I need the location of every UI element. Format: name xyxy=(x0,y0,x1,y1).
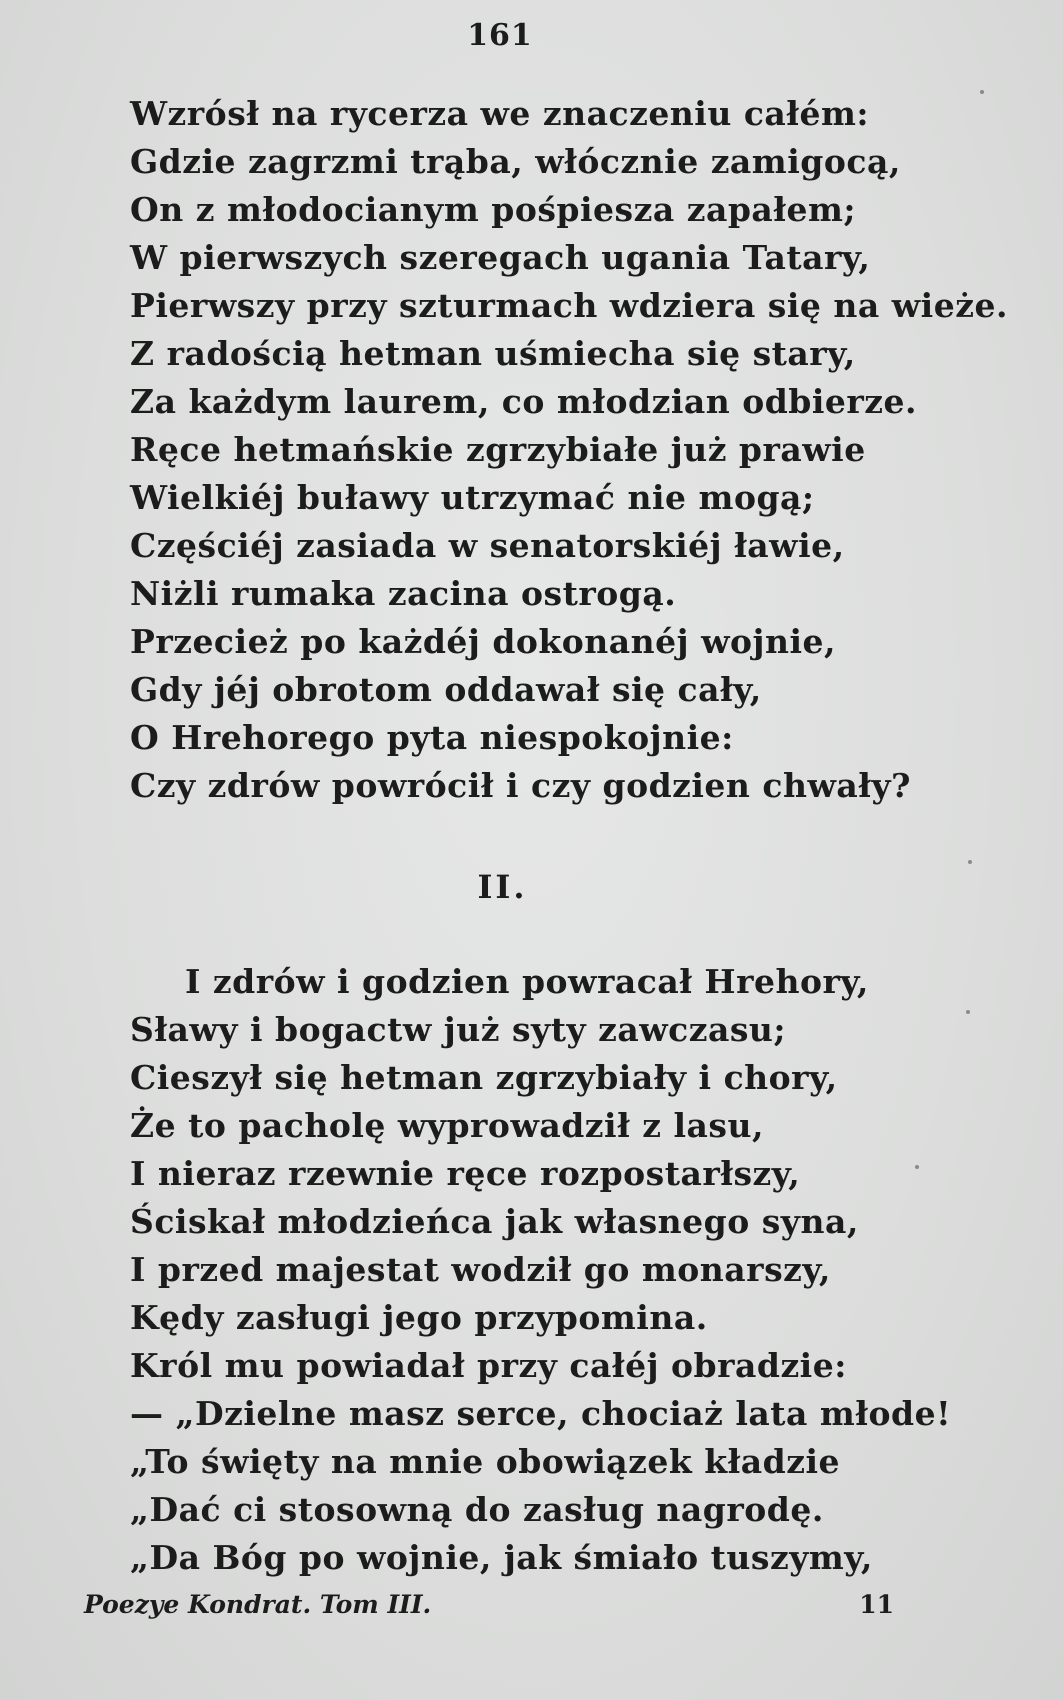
verse-line: Częściéj zasiada w senatorskiéj ławie, xyxy=(130,526,845,565)
verse-line: „Da Bóg po wojnie, jak śmiało tuszymy, xyxy=(130,1538,873,1577)
verse-line: Z radością hetman uśmiecha się stary, xyxy=(130,334,856,373)
stanza-2 xyxy=(130,958,951,1582)
verse-line: Sławy i bogactw już syty zawczasu; xyxy=(130,1010,787,1049)
stanza-1 xyxy=(130,90,1008,810)
verse-line: I nieraz rzewnie ręce rozpostarłszy, xyxy=(130,1154,801,1193)
verse-line: — „Dzielne masz serce, chociaż lata młode! xyxy=(130,1394,952,1433)
verse-line: W pierwszych szeregach ugania Tatary, xyxy=(130,238,871,277)
verse-line: Gdy jéj obrotom oddawał się cały, xyxy=(130,670,762,709)
verse-line: „Dać ci stosowną do zasług nagrodę. xyxy=(130,1490,824,1529)
verse-line: On z młodocianym pośpiesza zapałem; xyxy=(130,190,857,229)
verse-line: Ręce hetmańskie zgrzybiałe już prawie xyxy=(130,430,866,469)
verse-line: Przecież po każdéj dokonanéj wojnie, xyxy=(130,622,836,661)
paper-speck xyxy=(968,860,972,864)
paper-speck xyxy=(966,1010,970,1014)
verse-line: O Hrehorego pyta niespokojnie: xyxy=(130,718,734,757)
paper-speck xyxy=(980,90,984,94)
verse-line: Niżli rumaka zacina ostrogą. xyxy=(130,574,677,613)
verse-line: Kędy zasługi jego przypomina. xyxy=(130,1298,708,1337)
verse-line: „To święty na mnie obowiązek kładzie xyxy=(130,1442,841,1481)
verse-line: I przed majestat wodził go monarszy, xyxy=(130,1250,831,1289)
verse-line: Pierwszy przy szturmach wdziera się na wieże. xyxy=(130,286,1008,325)
footer-sheet-number: 11 xyxy=(859,1590,894,1619)
verse-line: Za każdym laurem, co młodzian odbierze. xyxy=(130,382,918,421)
verse-line: Król mu powiadał przy całéj obradzie: xyxy=(130,1346,847,1385)
paper-speck xyxy=(915,1165,919,1169)
verse-line: Czy zdrów powrócił i czy godzien chwały? xyxy=(130,766,911,805)
verse-line: Cieszył się hetman zgrzybiały i chory, xyxy=(130,1058,838,1097)
section-heading: II. xyxy=(477,868,528,906)
page-footer xyxy=(84,1590,894,1630)
verse-line: I zdrów i godzien powracał Hrehory, xyxy=(185,962,869,1001)
verse-line: Wielkiéj buławy utrzymać nie mogą; xyxy=(130,478,815,517)
footer-signature: Poezye Kondrat. Tom III. xyxy=(84,1590,432,1619)
verse-line: Że to pacholę wyprowadził z lasu, xyxy=(130,1106,764,1145)
verse-line: Ściskał młodzieńca jak własnego syna, xyxy=(130,1202,859,1241)
page-number: 161 xyxy=(467,18,533,53)
verse-line: Gdzie zagrzmi trąba, włócznie zamigocą, xyxy=(130,142,901,181)
verse-line: Wzrósł na rycerza we znaczeniu całém: xyxy=(130,94,870,133)
